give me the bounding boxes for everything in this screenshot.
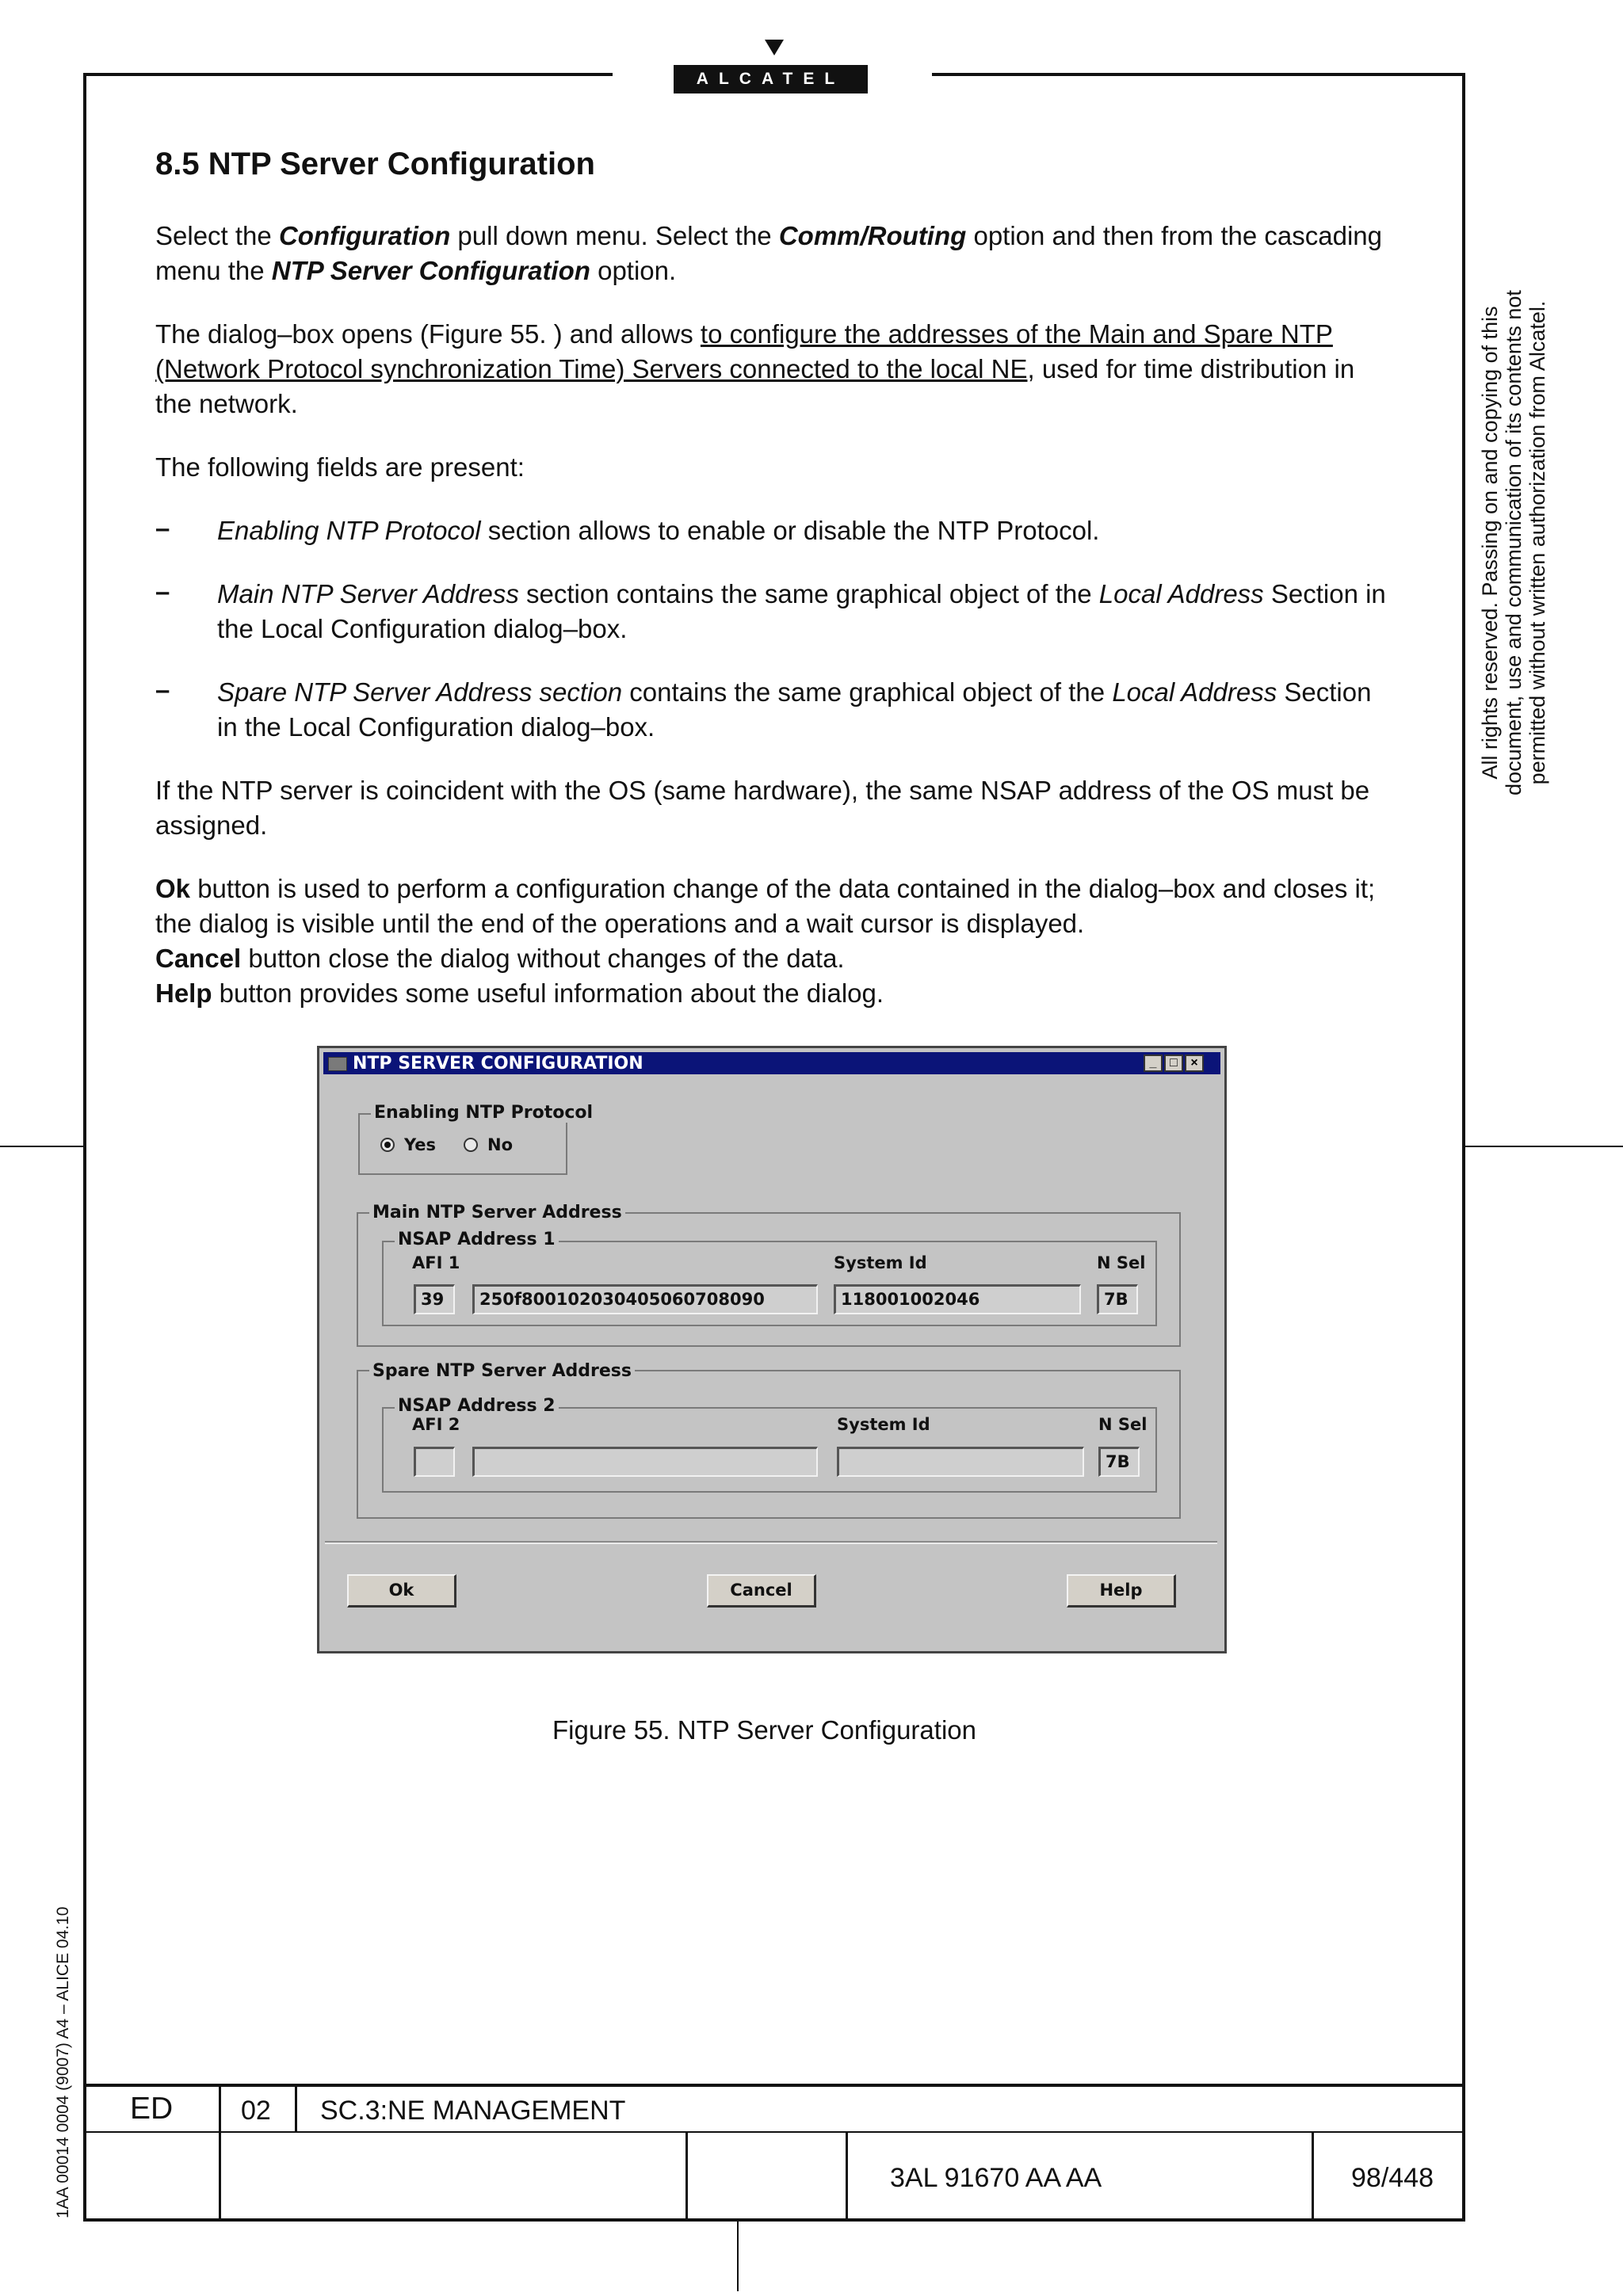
copyright-note: All rights reserved. Passing on and copying of this document, use and communication of its contents not permitted without written authorization from Alcatel.	[1478, 290, 1549, 795]
paragraph-fields-intro: The following fields are present:	[155, 452, 525, 482]
radio-no[interactable]	[464, 1138, 478, 1152]
bullet-dash: –	[155, 513, 170, 543]
help-button[interactable]: Help	[1067, 1574, 1176, 1608]
bullet-enabling: Enabling NTP Protocol section allows to enable or disable the NTP Protocol.	[217, 516, 1100, 545]
page-frame-top-right	[932, 73, 1465, 76]
idi-1-input[interactable]: 250f800102030405060708090	[472, 1284, 818, 1314]
section-heading: 8.5 NTP Server Configuration	[155, 147, 595, 181]
page-frame-top-left	[83, 73, 613, 76]
afi-1-input[interactable]: 39	[414, 1284, 455, 1314]
ed-value: 02	[241, 2096, 271, 2126]
bullet-spare-address: Spare NTP Server Address section contains the same graphical object of the Local Address Section in the Local Configuration dialog–box.	[217, 677, 1372, 742]
nsap-address-1-label: NSAP Address 1	[395, 1230, 559, 1249]
radio-selected-dot	[384, 1142, 391, 1148]
footer-divider	[846, 2133, 848, 2220]
nsel-2-input[interactable]: 7B	[1098, 1447, 1140, 1477]
afi-2-input[interactable]	[414, 1447, 455, 1477]
footer-bottom-line	[83, 2218, 1465, 2222]
footer-divider	[295, 2084, 297, 2133]
system-id-1-input[interactable]: 118001002046	[834, 1284, 1081, 1314]
page-number: 98/448	[1351, 2163, 1434, 2193]
system-id-label: System Id	[834, 1253, 927, 1272]
afi-2-label: AFI 2	[412, 1415, 460, 1434]
dialog-title: NTP SERVER CONFIGURATION	[353, 1054, 643, 1074]
footer-top-line	[83, 2084, 1465, 2087]
system-id-2-input[interactable]	[837, 1447, 1084, 1477]
fold-mark-left	[0, 1146, 85, 1147]
footer-divider	[685, 2133, 688, 2220]
document-code-vertical: 1AA 00014 0004 (9007) A4 – ALICE 04.10	[54, 1906, 72, 2218]
nsap-address-2-label: NSAP Address 2	[395, 1396, 559, 1416]
main-ntp-label: Main NTP Server Address	[369, 1203, 625, 1222]
close-button[interactable]: ×	[1185, 1055, 1204, 1072]
dialog-separator-highlight	[325, 1543, 1217, 1544]
spare-ntp-label: Spare NTP Server Address	[369, 1361, 635, 1381]
figure-caption: Figure 55. NTP Server Configuration	[552, 1715, 976, 1745]
paragraph-os-note: If the NTP server is coincident with the OS (same hardware), the same NSAP address of the OS must be assigned.	[155, 776, 1370, 840]
alcatel-logo: ALCATEL	[674, 65, 868, 93]
nsel-label: N Sel	[1097, 1253, 1146, 1272]
footer-divider	[1312, 2133, 1314, 2220]
bullet-dash: –	[155, 577, 170, 606]
footer-stem	[737, 2220, 739, 2291]
idi-2-input[interactable]	[472, 1447, 818, 1477]
nsel-1-input[interactable]: 7B	[1097, 1284, 1138, 1314]
bullet-dash: –	[155, 675, 170, 704]
afi-1-label: AFI 1	[412, 1253, 460, 1272]
paragraph-intro: Select the Configuration pull down menu. Select the Comm/Routing option and then from the cascading menu the NTP Server Configuration option.	[155, 221, 1382, 285]
system-id-label: System Id	[837, 1415, 930, 1434]
radio-no-label: No	[487, 1135, 514, 1154]
footer-middle-line	[83, 2131, 1465, 2133]
nsel-label: N Sel	[1098, 1415, 1148, 1434]
paragraph-description: The dialog–box opens (Figure 55. ) and allows to configure the addresses of the Main and Spare NTP (Network Protocol synchronization Time) Servers connected to the local NE, used for time distribution in the network.	[155, 319, 1355, 418]
paragraph-buttons: Ok button is used to perform a configuration change of the data contained in the dialog–box and closes it; the dialog is visible until the end of the operations and a wait cursor is displayed. Cancel button close the dialog without changes of the data. Help button provides some useful information about the dialog.	[155, 874, 1376, 1008]
fold-mark-right	[1464, 1146, 1623, 1147]
minimize-button[interactable]: _	[1144, 1055, 1163, 1072]
bullet-main-address: Main NTP Server Address section contains the same graphical object of the Local Address Section in the Local Configuration dialog–box.	[217, 579, 1386, 643]
document-number: 3AL 91670 AA AA	[890, 2163, 1102, 2193]
ed-label: ED	[130, 2092, 174, 2126]
ok-button[interactable]: Ok	[347, 1574, 456, 1608]
footer-divider	[219, 2084, 221, 2220]
cancel-button[interactable]: Cancel	[707, 1574, 816, 1608]
radio-yes[interactable]	[380, 1138, 395, 1152]
section-name: SC.3:NE MANAGEMENT	[320, 2096, 626, 2126]
window-menu-icon[interactable]	[328, 1057, 347, 1071]
radio-yes-label: Yes	[404, 1135, 437, 1154]
logo-triangle-icon	[765, 40, 784, 55]
enabling-ntp-label: Enabling NTP Protocol	[371, 1103, 596, 1123]
maximize-button[interactable]: □	[1164, 1055, 1183, 1072]
